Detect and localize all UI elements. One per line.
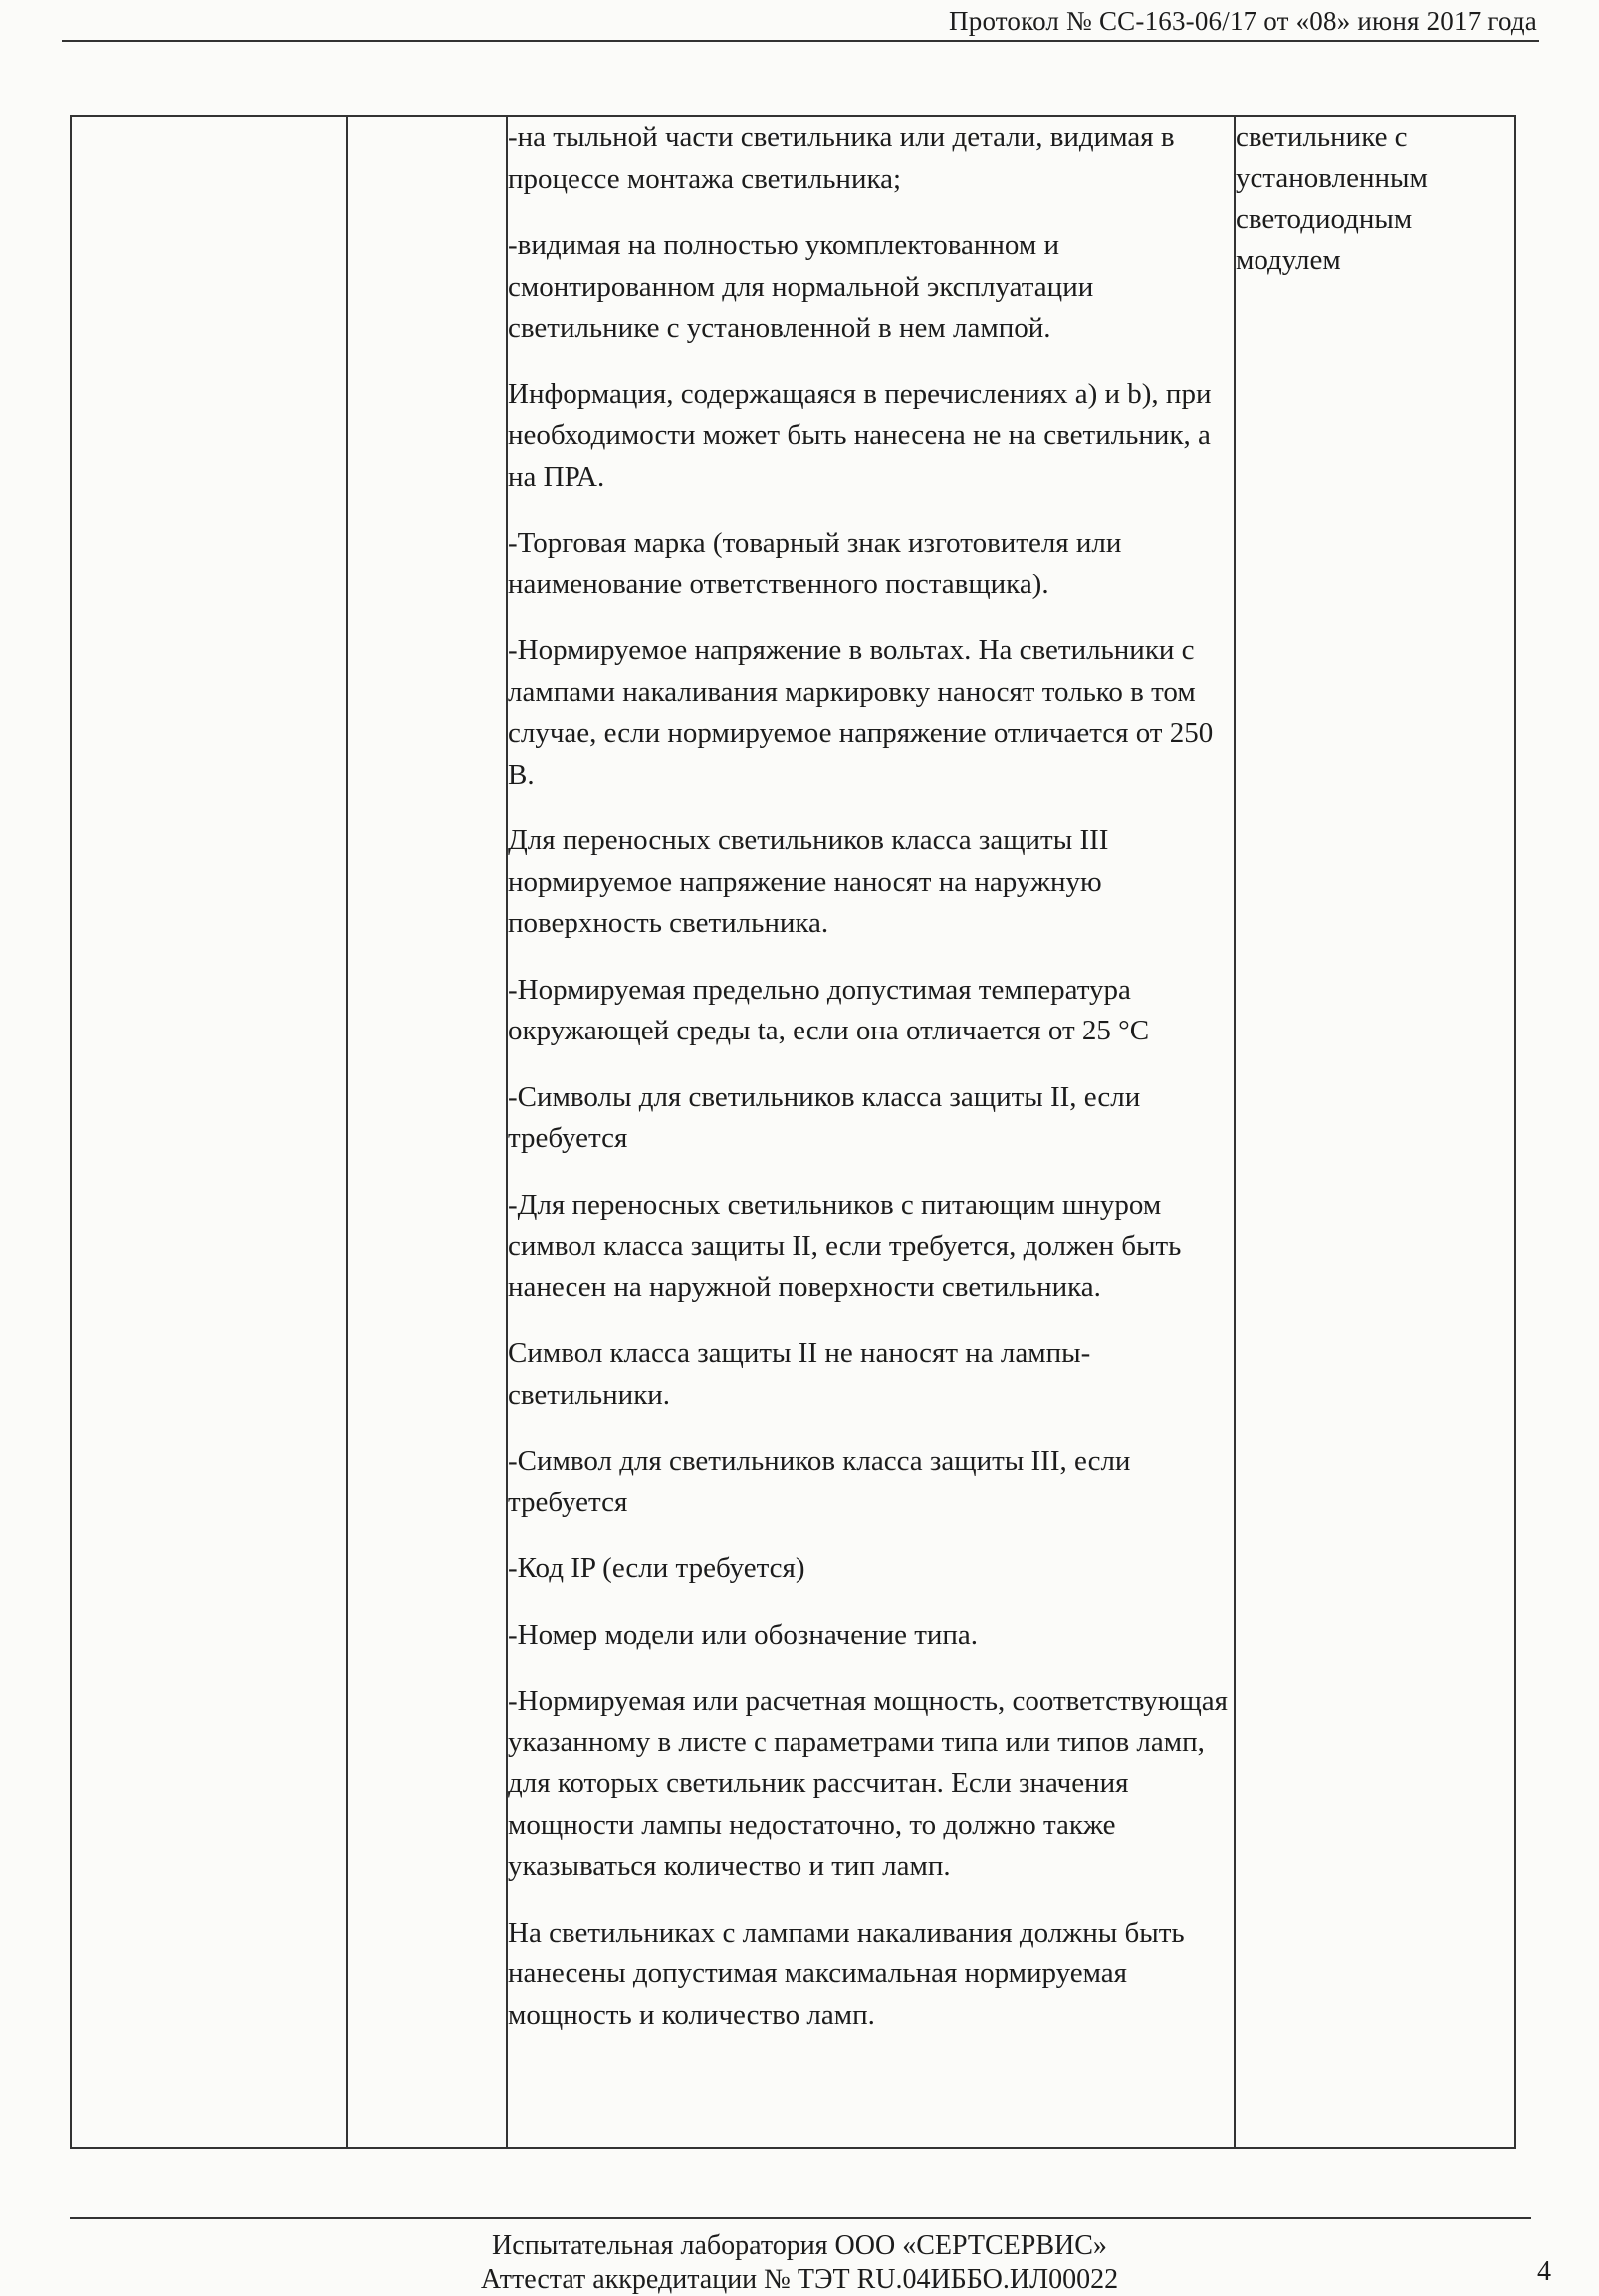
- footer-accreditation: Аттестат аккредитации № ТЭТ RU.04ИББО.ИЛ00022: [480, 2264, 1119, 2295]
- requirement-paragraph: -Код IP (если требуется): [508, 1552, 805, 1584]
- requirement-paragraph: -Нормируемая или расчетная мощность, соответствующая указанному в листе с параметрами типа или типов ламп, для которых светильник рассчитан. Если значения мощности лампы недостаточно, то должно также указываться количество и тип ламп.: [508, 1685, 1229, 1882]
- conclusion-cell: [1235, 116, 1515, 2148]
- requirement-paragraph: Символ класса защиты II не наносят на лампы-светильники.: [508, 1337, 1091, 1411]
- footer-lab-name: Испытательная лаборатория ООО «СЕРТСЕРВИС»: [492, 2230, 1107, 2261]
- footer-rule: [70, 2217, 1531, 2219]
- requirement-paragraph: -Номер модели или обозначение типа.: [508, 1618, 979, 1651]
- requirement-paragraph: На светильниках с лампами накаливания должны быть нанесены допустимая максимальная нормируемая мощность и количество ламп.: [508, 1916, 1185, 2031]
- clause-cell: [71, 116, 347, 2148]
- requirement-paragraph: -Символ для светильников класса защиты III, если требуется: [508, 1445, 1131, 1518]
- conclusion-text: светильнике с установленным светодиодным модулем: [1236, 121, 1428, 276]
- table-row: [71, 116, 1515, 2148]
- requirement-paragraph: -на тыльной части светильника или детали, видимая в процессе монтажа светильника;: [508, 121, 1175, 195]
- requirement-paragraph: -Нормируемая предельно допустимая температура окружающей среды ta, если она отличается от 25 °C: [508, 973, 1150, 1046]
- requirement-paragraph: Для переносных светильников класса защиты III нормируемое напряжение наносят на наружную поверхность светильника.: [508, 824, 1109, 939]
- requirement-paragraph: -Нормируемое напряжение в вольтах. На светильники с лампами накаливания маркировку наносят только в том случае, если нормируемое напряжение отличается от 250 В.: [508, 634, 1214, 791]
- requirement-paragraph: Информация, содержащаяся в перечислениях a) и b), при необходимости может быть нанесена не на светильник, а на ПРА.: [508, 377, 1212, 493]
- blank-cell: [347, 116, 507, 2148]
- page-number: 4: [1537, 2256, 1551, 2287]
- requirements-cell: [507, 116, 1235, 2148]
- requirement-paragraph: -Для переносных светильников с питающим шнуром символ класса защиты II, если требуется, должен быть нанесен на наружной поверхности светильника.: [508, 1188, 1182, 1303]
- requirement-paragraph: -видимая на полностью укомплектованном и смонтированном для нормальной эксплуатации светильнике с установленной в нем лампой.: [508, 229, 1094, 344]
- header-rule: [62, 40, 1539, 42]
- protocol-table: [70, 115, 1516, 2149]
- requirement-paragraph: -Торговая марка (товарный знак изготовителя или наименование ответственного поставщика).: [508, 527, 1122, 600]
- requirement-paragraph: -Символы для светильников класса защиты II, если требуется: [508, 1080, 1141, 1154]
- protocol-header: Протокол № СС-163-06/17 от «08» июня 2017 года: [949, 6, 1537, 36]
